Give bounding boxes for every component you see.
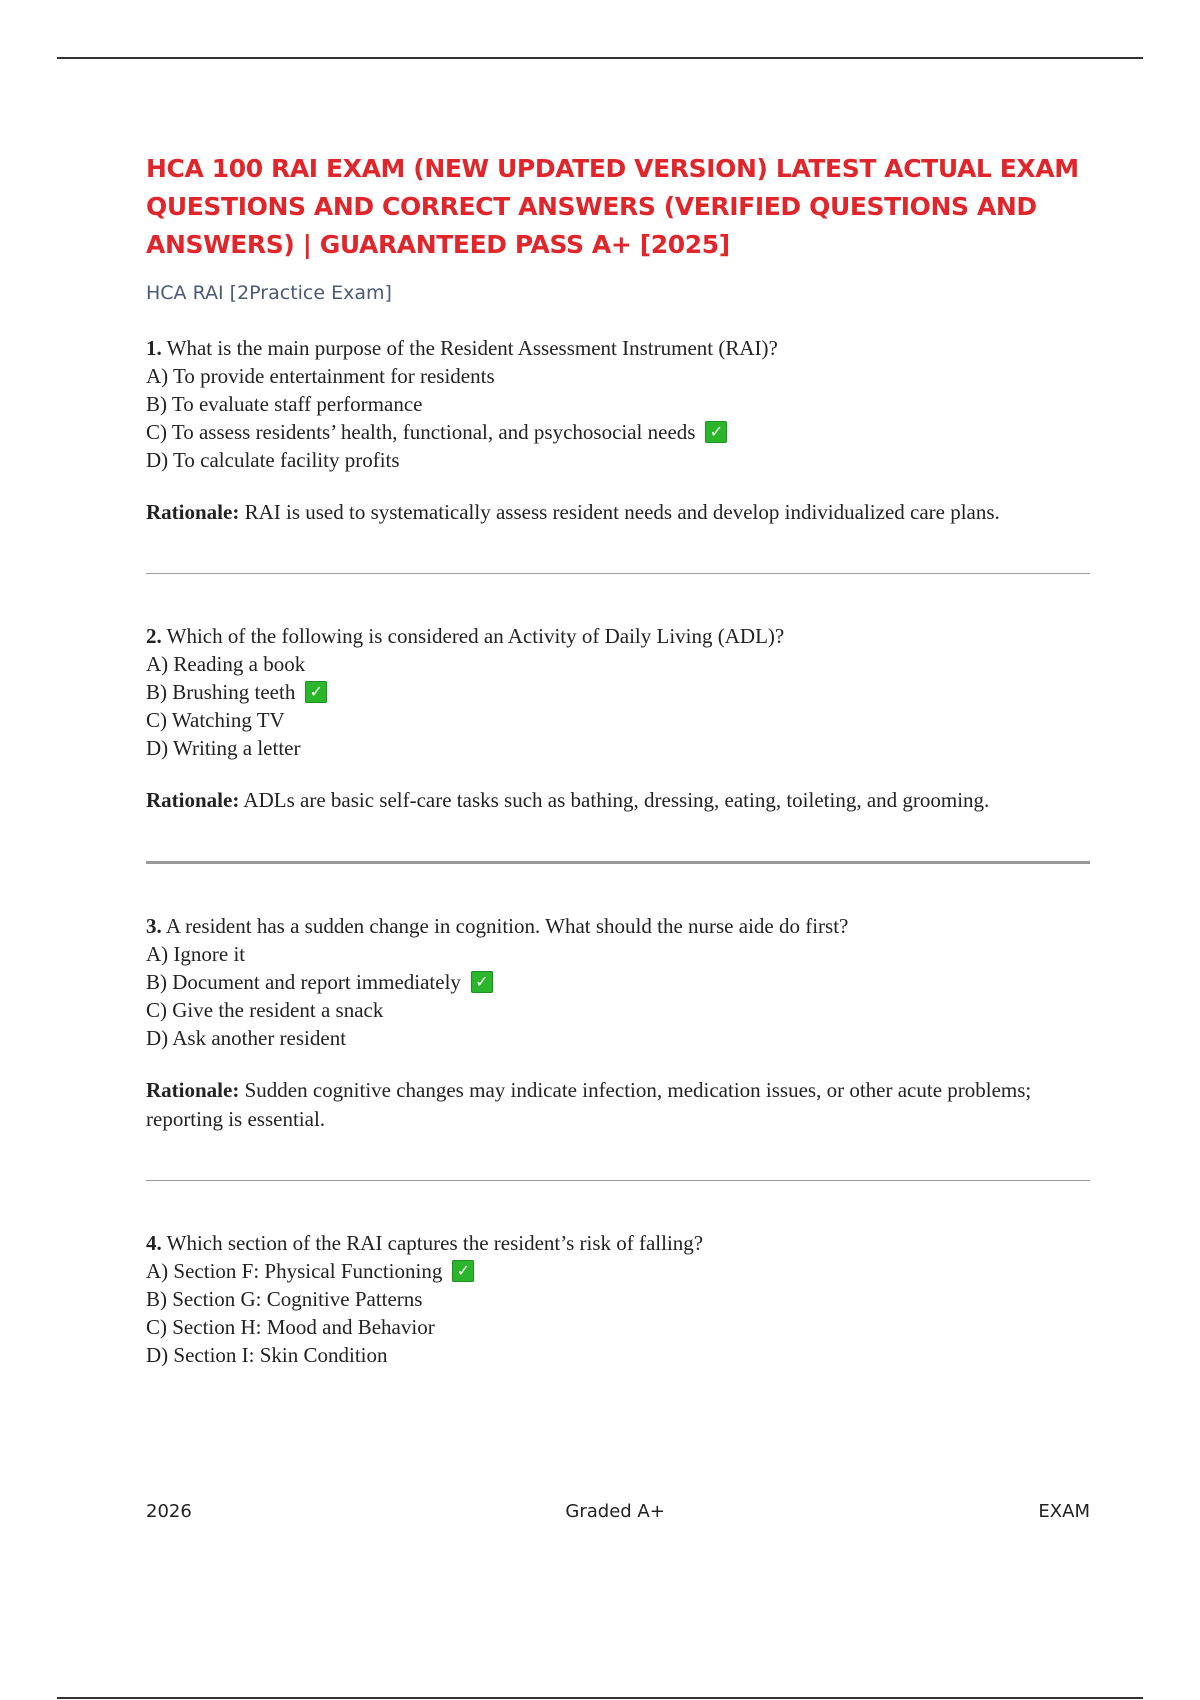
option-b xyxy=(146,1285,1090,1313)
question-text: Which section of the RAI captures the resident’s risk of falling? xyxy=(166,1231,704,1255)
option-text: D) Ask another resident xyxy=(146,1026,347,1050)
rationale-label: Rationale: xyxy=(146,1078,240,1102)
option-a xyxy=(146,650,1090,678)
footer-year: 2026 xyxy=(146,1501,192,1522)
question-number: 2. xyxy=(146,624,162,648)
question-2 xyxy=(146,622,1090,815)
rationale-text: Sudden cognitive changes may indicate infection, medication issues, or other acute problems; reporting is essential. xyxy=(146,1078,1032,1131)
option-d xyxy=(146,734,1090,762)
question-separator xyxy=(146,573,1090,574)
option-a xyxy=(146,940,1090,968)
question-text: What is the main purpose of the Resident Assessment Instrument (RAI)? xyxy=(166,336,778,360)
question-3 xyxy=(146,912,1090,1134)
question-1 xyxy=(146,334,1090,527)
option-c xyxy=(146,996,1090,1024)
option-text: D) Section I: Skin Condition xyxy=(146,1343,388,1367)
option-a xyxy=(146,1257,1090,1285)
option-c xyxy=(146,1313,1090,1341)
footer-grade: Graded A+ xyxy=(565,1501,665,1522)
option-text: C) To assess residents’ health, functional, and psychosocial needs xyxy=(146,420,696,444)
footer-label: EXAM xyxy=(1038,1501,1090,1522)
option-text: B) To evaluate staff performance xyxy=(146,392,423,416)
option-text: B) Section G: Cognitive Patterns xyxy=(146,1287,423,1311)
question-text: A resident has a sudden change in cognition. What should the nurse aide do first? xyxy=(165,914,849,938)
option-d xyxy=(146,1024,1090,1052)
question-4 xyxy=(146,1229,1090,1369)
document-subtitle: HCA RAI [2Practice Exam] xyxy=(146,282,392,304)
option-text: C) Watching TV xyxy=(146,708,285,732)
option-text: A) Reading a book xyxy=(146,652,306,676)
option-text: C) Section H: Mood and Behavior xyxy=(146,1315,435,1339)
check-mark-icon: ✓ xyxy=(705,421,727,443)
rationale xyxy=(146,498,1090,527)
question-number: 1. xyxy=(146,336,162,360)
question-separator xyxy=(146,1180,1090,1181)
rationale xyxy=(146,1076,1090,1134)
question-number: 4. xyxy=(146,1231,162,1255)
option-text: B) Brushing teeth xyxy=(146,680,296,704)
rationale-label: Rationale: xyxy=(146,788,240,812)
top-rule xyxy=(57,57,1143,59)
question-number: 3. xyxy=(146,914,162,938)
option-text: C) Give the resident a snack xyxy=(146,998,384,1022)
question-stem xyxy=(146,334,1090,362)
option-b xyxy=(146,390,1090,418)
question-text: Which of the following is considered an Activity of Daily Living (ADL)? xyxy=(166,624,785,648)
option-text: B) Document and report immediately xyxy=(146,970,461,994)
question-separator xyxy=(146,861,1090,864)
option-b xyxy=(146,968,1090,996)
question-stem xyxy=(146,912,1090,940)
rationale-label: Rationale: xyxy=(146,500,240,524)
option-a xyxy=(146,362,1090,390)
check-mark-icon: ✓ xyxy=(452,1260,474,1282)
option-c xyxy=(146,418,1090,446)
option-b xyxy=(146,678,1090,706)
document-body xyxy=(146,150,1090,1369)
question-stem xyxy=(146,622,1090,650)
question-stem xyxy=(146,1229,1090,1257)
option-text: D) Writing a letter xyxy=(146,736,301,760)
bottom-rule xyxy=(57,1697,1143,1699)
document-title: HCA 100 RAI EXAM (NEW UPDATED VERSION) LATEST ACTUAL EXAM QUESTIONS AND CORRECT ANSWERS (VERIFIED QUESTIONS AND ANSWERS) | GUARANTEED PASS A+ [2025] xyxy=(146,154,1079,259)
option-text: D) To calculate facility profits xyxy=(146,448,400,472)
rationale-text: ADLs are basic self-care tasks such as bathing, dressing, eating, toileting, and grooming. xyxy=(243,788,990,812)
page-footer xyxy=(146,1501,1090,1522)
option-d xyxy=(146,1341,1090,1369)
option-text: A) Section F: Physical Functioning xyxy=(146,1259,443,1283)
rationale xyxy=(146,786,1090,815)
option-d xyxy=(146,446,1090,474)
option-text: A) To provide entertainment for residents xyxy=(146,364,495,388)
check-mark-icon: ✓ xyxy=(305,681,327,703)
option-c xyxy=(146,706,1090,734)
option-text: A) Ignore it xyxy=(146,942,246,966)
check-mark-icon: ✓ xyxy=(471,971,493,993)
rationale-text: RAI is used to systematically assess resident needs and develop individualized care plans. xyxy=(244,500,1000,524)
